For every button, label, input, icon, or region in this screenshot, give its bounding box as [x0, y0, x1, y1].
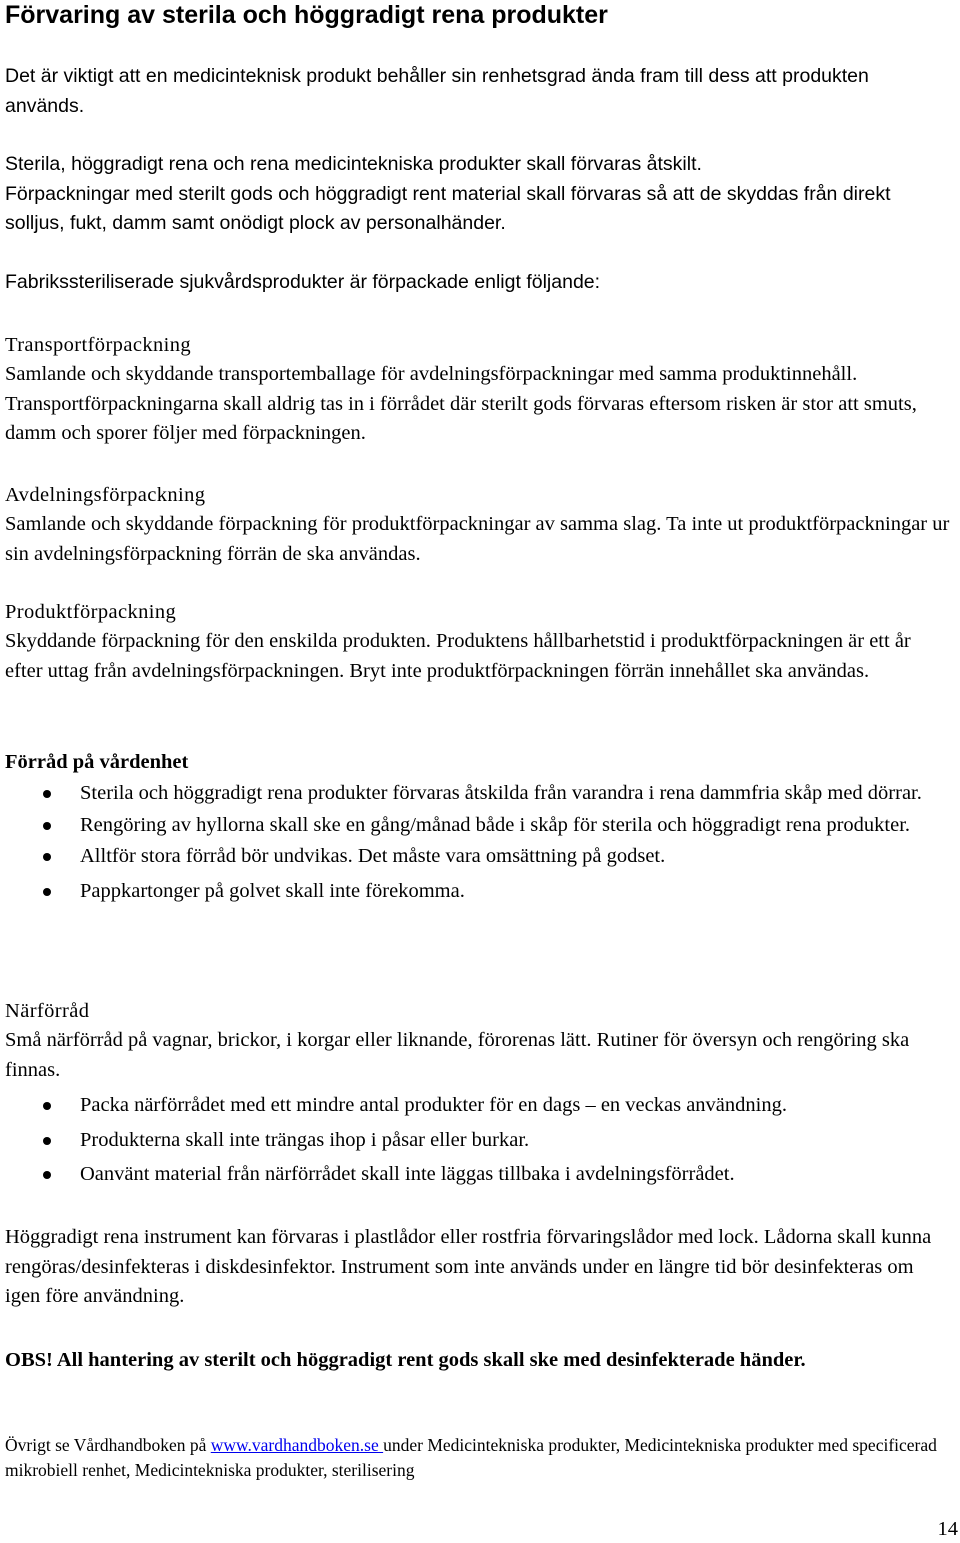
list-item: Produkterna skall inte trängas ihop i påsar eller burkar.: [5, 1126, 950, 1156]
vardhandboken-link[interactable]: www.vardhandboken.se: [210, 1435, 384, 1455]
footer-prefix: Övrigt se Vårdhandboken på: [5, 1435, 211, 1455]
factory-sterilized-paragraph: Fabrikssteriliserade sjukvårdsprodukter är förpackade enligt följande:: [5, 271, 601, 293]
page-number: 14: [937, 1518, 958, 1540]
bullet-icon: [43, 790, 51, 798]
storage-list: [5, 779, 950, 906]
separation-first-line: Sterila, höggradigt rena och rena medicintekniska produkter skall förvaras åtskilt.: [5, 153, 702, 175]
near-storage-text: Små närförråd på vagnar, brickor, i korgar eller liknande, förorenas lätt. Rutiner för översyn och rengöring ska finnas.: [5, 1029, 910, 1081]
department-text: Samlande och skyddande förpackning för produktförpackningar av samma slag. Ta inte ut produktförpackningar ur sin avdelningsförpackning förrän de ska användas.: [5, 513, 950, 565]
separation-rest: Förpackningar med sterilt gods och höggradigt rent material skall förvaras så att de skyddas från direkt solljus, fukt, damm samt onödigt plock av personalhänder.: [5, 182, 891, 234]
list-item: Sterila och höggradigt rena produkter förvaras åtskilda från varandra i rena dammfria skåp med dörrar.: [5, 779, 950, 809]
product-text: Skyddande förpackning för den enskilda produkten. Produktens hållbarhetstid i produktförpackningen är ett år efter uttag från avdelningsförpackningen. Bryt inte produktförpackningen förrän innehållet ska användas.: [5, 630, 911, 682]
intro-paragraph: Det är viktigt att en medicinteknisk produkt behåller sin renhetsgrad ända fram till dess att produkten används.: [5, 65, 869, 117]
obs-notice: OBS! All hantering av sterilt och höggradigt rent gods skall ske med desinfekterade händer.: [5, 1349, 806, 1371]
separation-paragraph: [5, 150, 950, 239]
transport-text: Samlande och skyddande transportemballage för avdelningsförpackningar med samma produktinnehåll. Transportförpackningarna skall aldrig tas in i förrådet där sterilt gods förvaras eftersom risken är stor att smuts, damm och sporer följer med förpackningen.: [5, 363, 917, 444]
department-heading: Avdelningsförpackning: [5, 484, 206, 506]
list-item: Oanvänt material från närförrådet skall inte läggas tillbaka i avdelningsförrådet.: [5, 1160, 950, 1190]
near-storage-list: [5, 1091, 950, 1190]
instruments-paragraph: Höggradigt rena instrument kan förvaras i plastlådor eller rostfria förvaringslådor med lock. Lådorna skall kunna rengöras/desinfekteras i diskdesinfektor. Instrument som inte används under en längre tid bör desinfekteras om igen före användning.: [5, 1226, 932, 1307]
bullet-icon: [43, 1137, 51, 1145]
footer-suffix: under Medicintekniska produkter, Medicintekniska produkter med specificerad mikrobiell renhet, Medicintekniska produkter, sterilisering: [5, 1435, 937, 1480]
footer-note: [5, 1433, 950, 1483]
list-item: Rengöring av hyllorna skall ske en gång/månad både i skåp för sterila och höggradigt rena produkter.: [5, 811, 950, 841]
bullet-icon: [43, 1171, 51, 1179]
bullet-icon: [43, 1102, 51, 1110]
list-item: Packa närförrådet med ett mindre antal produkter för en dags – en veckas användning.: [5, 1091, 950, 1121]
transport-heading: Transportförpackning: [5, 334, 192, 356]
bullet-icon: [43, 853, 51, 861]
near-storage-heading: Närförråd: [5, 1000, 90, 1022]
bullet-icon: [43, 888, 51, 896]
page-title: Förvaring av sterila och höggradigt rena produkter: [5, 1, 608, 29]
list-item: Pappkartonger på golvet skall inte förekomma.: [5, 877, 950, 907]
product-heading: Produktförpackning: [5, 601, 177, 623]
bullet-icon: [43, 822, 51, 830]
storage-heading: Förråd på vårdenhet: [5, 751, 189, 773]
list-item: Alltför stora förråd bör undvikas. Det måste vara omsättning på godset.: [5, 842, 950, 872]
